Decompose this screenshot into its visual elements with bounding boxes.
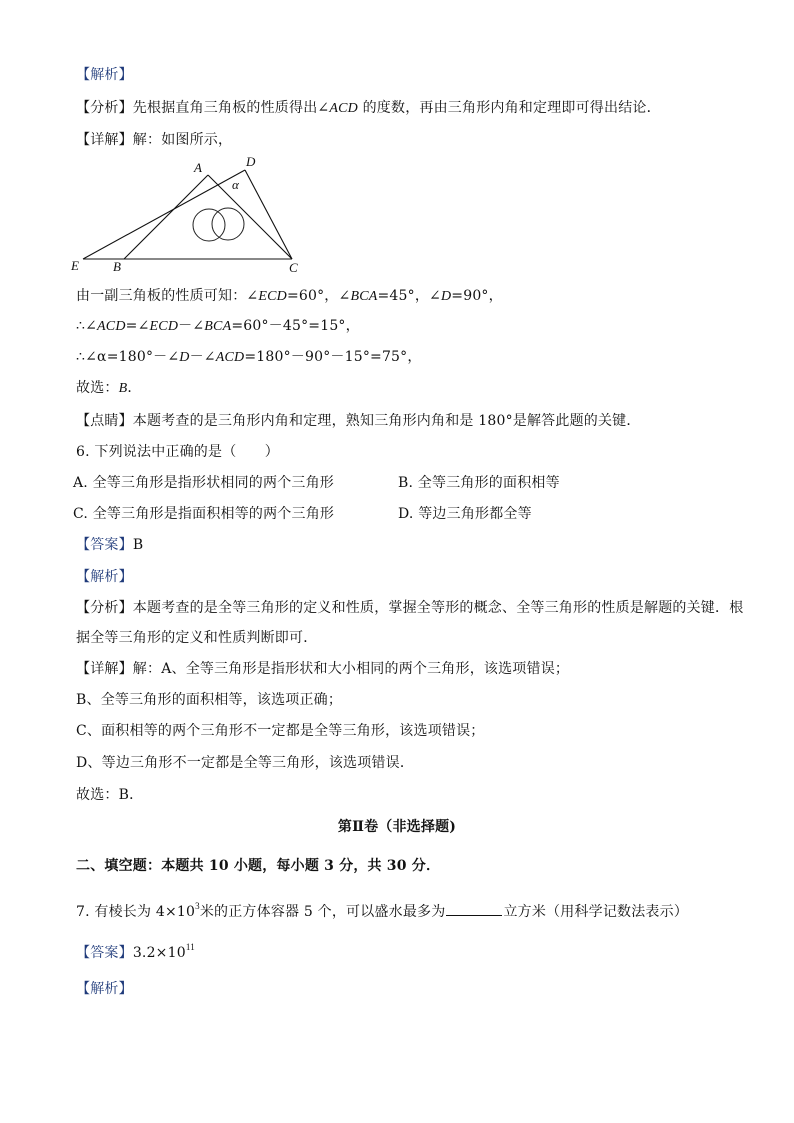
q6-detail-c: C、面积相等的两个三角形不一定都是全等三角形，该选项错误；: [76, 723, 485, 739]
math-variable: ECD: [149, 319, 179, 334]
text-run: =60°－45°=15°，: [231, 318, 360, 334]
q5-analysis: [76, 98, 661, 118]
text-run: ∴∠α=180°－∠: [76, 349, 180, 365]
segment-dc: [245, 170, 292, 259]
label-d: D: [246, 155, 256, 169]
math-variable: BCA: [204, 319, 232, 334]
text-run: 4×10: [155, 904, 196, 920]
q6-detail-b: B、全等三角形的面积相等，该选项正确；: [76, 692, 343, 708]
q6-analysis-line-2: 据全等三角形的定义和性质判断即可．: [76, 630, 318, 646]
text-run: B: [132, 537, 144, 553]
section-label: 【答案】: [76, 537, 133, 553]
q5-key-point: [76, 411, 641, 431]
text-run: =60°，∠: [286, 288, 351, 304]
segment-ac: [208, 175, 292, 259]
q7-jiexi-label: [76, 979, 133, 999]
math-variable: B: [118, 381, 128, 396]
superscript: 3: [195, 901, 200, 911]
q5-step-3: [76, 347, 422, 367]
text-run: =∠: [125, 318, 150, 334]
q5-step-1: [76, 286, 503, 306]
q5-step-2: [76, 316, 360, 336]
text-run: 立方米（用科学记数法表示）: [503, 904, 689, 920]
superscript: 11: [185, 942, 195, 952]
text-run: －∠: [189, 349, 216, 365]
text-run: =90°，: [451, 288, 503, 304]
label-alpha: α: [232, 177, 239, 192]
math-variable: ECD: [258, 289, 287, 304]
text-run: =45°，∠: [377, 288, 441, 304]
section-label: 【解析】: [76, 981, 133, 997]
q6-answer: [76, 535, 143, 555]
q6-analysis-line-1: 【分析】本题考查的是全等三角形的定义和性质，掌握全等形的概念、全等三角形的性质是解题的关键．根: [76, 600, 744, 616]
section-label: 【答案】: [76, 945, 133, 961]
math-variable: D: [179, 350, 190, 365]
q6-conclusion: 故选：B．: [76, 787, 144, 803]
math-variable: D: [440, 289, 452, 304]
text-run: 米的正方体容器 5 个，可以盛水最多为: [199, 904, 446, 920]
text-run: 【详解】解：如图所示，: [76, 132, 233, 148]
answer-blank: [446, 901, 502, 916]
text-run: 3.2×10: [132, 945, 186, 961]
text-run: ．: [127, 380, 142, 396]
q7-stem: [76, 901, 688, 921]
q5-conclusion: [76, 378, 142, 398]
text-run: 【分析】先根据直角三角板的性质得出∠: [76, 100, 330, 116]
watermark-circle-right: [212, 208, 244, 240]
text-run: 故选：: [76, 380, 119, 396]
text-run: －∠: [178, 318, 205, 334]
watermark-logo: [193, 208, 244, 241]
section-label: 【解析】: [76, 569, 133, 585]
section-heading: 二、填空题：本题共 10 小题，每小题 3 分，共 30 分．: [76, 858, 441, 874]
q6-detail-a: 【详解】解：A、全等三角形是指形状和大小相同的两个三角形，该选项错误；: [76, 661, 570, 677]
q5-jiexi-label: [76, 65, 133, 85]
q6-option-a: A. 全等三角形是指形状相同的两个三角形: [73, 475, 335, 491]
q6-stem: 6. 下列说法中正确的是（ ）: [76, 444, 280, 460]
label-b: B: [113, 259, 121, 274]
text-run: ∴∠: [76, 318, 98, 334]
label-a: A: [194, 160, 202, 175]
triangle-figure: [66, 155, 316, 280]
math-variable: ACD: [97, 319, 126, 334]
section-label: 【解析】: [76, 67, 133, 83]
text-run: 【点睛】本题考查的是三角形内角和定理，熟知三角形内角和是 180°是解答此题的关键．: [76, 413, 641, 429]
q6-jiexi-label: [76, 567, 133, 587]
math-variable: BCA: [350, 289, 378, 304]
label-e: E: [71, 258, 79, 273]
watermark-circle-left: [193, 209, 225, 241]
section-title: 第Ⅱ卷（非选择题): [337, 819, 457, 835]
q5-detail-intro: [76, 130, 232, 150]
math-variable: ACD: [329, 101, 358, 116]
math-variable: ACD: [215, 350, 245, 365]
q6-option-c: C. 全等三角形是指面积相等的两个三角形: [73, 506, 335, 522]
text-run: =180°－90°－15°=75°，: [244, 349, 422, 365]
q6-option-d: D. 等边三角形都全等: [398, 506, 532, 522]
text-run: 由一副三角板的性质可知：∠: [76, 288, 259, 304]
q6-detail-d: D、等边三角形不一定都是全等三角形，该选项错误．: [76, 755, 415, 771]
text-run: 7. 有棱长为: [76, 904, 156, 920]
label-c: C: [289, 260, 298, 275]
text-run: 的度数，再由三角形内角和定理即可得出结论．: [357, 100, 661, 116]
q6-option-b: B. 全等三角形的面积相等: [398, 475, 560, 491]
q7-answer: [76, 943, 195, 963]
